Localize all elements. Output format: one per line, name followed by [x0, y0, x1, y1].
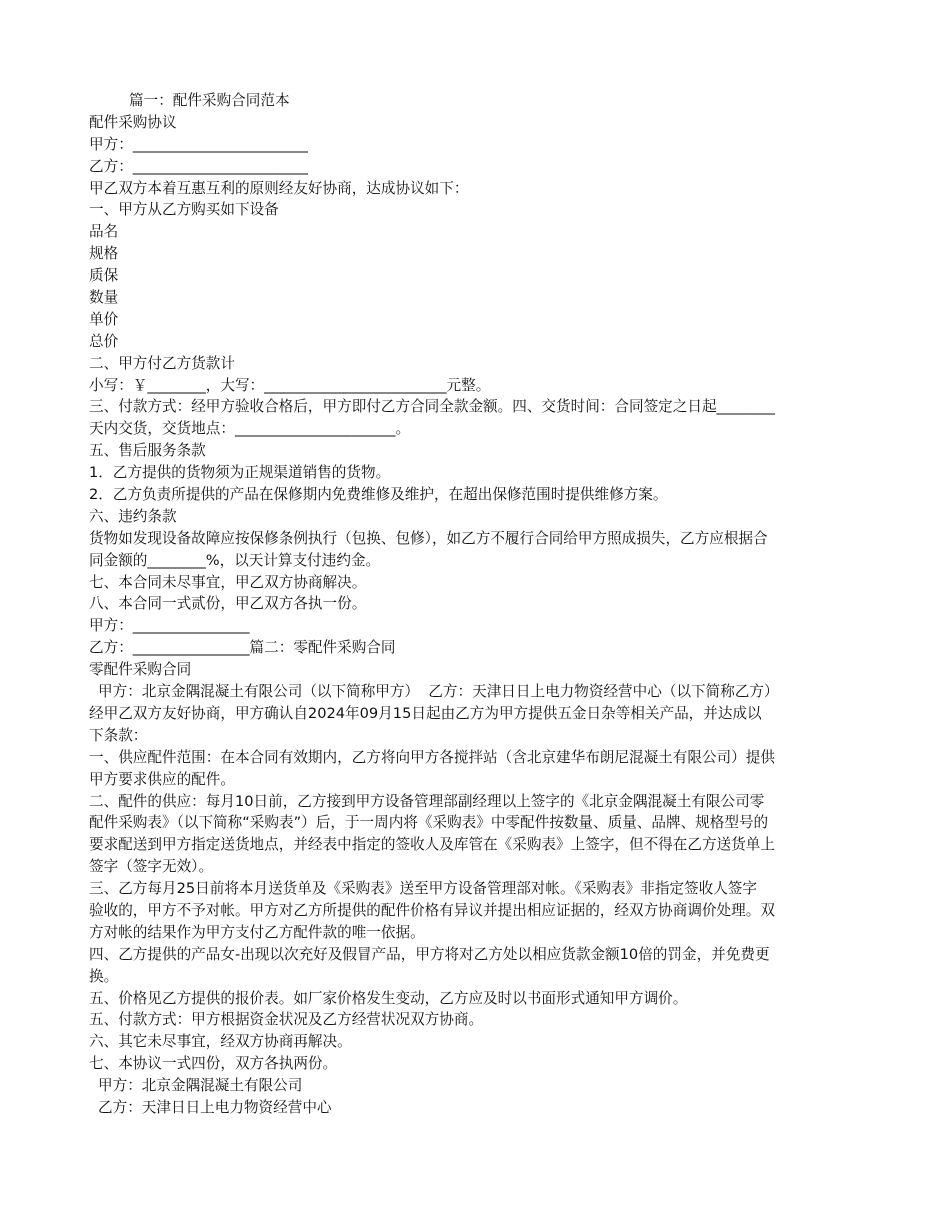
text-line: 二、配件的供应：每月10日前，乙方接到甲方设备管理部副经理以上签字的《北京金隅混凝土有限公司零 [89, 792, 765, 810]
text-line: 2．乙方负责所提供的产品在保修期内免费维修及维护，在超出保修范围时提供维修方案。 [89, 486, 668, 504]
text-line: 货物如发现设备故障应按保修条例执行（包换、包修），如乙方不履行合同给甲方照成损失，乙方应根据合 [89, 529, 768, 547]
text-line: 换。 [89, 967, 119, 985]
text-line: 五、价格见乙方提供的报价表。如厂家价格发生变动，乙方应及时以书面形式通知甲方调价。 [89, 989, 688, 1007]
item-label: 单价 [89, 310, 119, 328]
party-a-signature: 甲方：北京金隅混凝土有限公司 [98, 1077, 303, 1095]
text-line: 三、乙方每月25日前将本月送货单及《采购表》送至甲方设备管理部对帐。《采购表》非指定签收人签字 [89, 880, 757, 898]
text-line: 下条款： [89, 726, 148, 744]
clause-heading: 二、甲方付乙方货款计 [89, 354, 235, 372]
document-title: 零配件采购合同 [89, 661, 192, 679]
item-label: 数量 [89, 289, 119, 307]
text-line: 小写：￥________，大写：_________________________元整。 [89, 376, 491, 394]
party-a-line: 甲方：________________ [89, 617, 250, 635]
text-line: 签字（签字无效）。 [89, 858, 214, 876]
party-b-line: 乙方：________________篇二：零配件采购合同 [89, 639, 396, 657]
text-line: 四、乙方提供的产品女-出现以次充好及假冒产品，甲方将对乙方处以相应货款金额10倍的罚金，并免费更 [89, 945, 770, 963]
text-line: 要求配送到甲方指定送货地点，并经表中指定的签收人及库管在《采购表》上签字，但不得在乙方送货单上 [89, 836, 775, 854]
text-line: 六、其它未尽事宜，经双方协商再解决。 [89, 1033, 352, 1051]
text-line: 方对帐的结果作为甲方支付乙方配件款的唯一依据。 [89, 923, 425, 941]
text-line: 天内交货，交货地点：______________________。 [89, 420, 411, 438]
text-line: 验收的，甲方不予对帐。甲方对乙方所提供的配件价格有异议并提出相应证据的，经双方协商调价处理。双 [89, 901, 775, 919]
item-label: 规格 [89, 245, 119, 263]
text-line: 甲乙双方本着互惠互利的原则经友好协商，达成协议如下： [89, 179, 469, 197]
party-a-line: 甲方：________________________ [89, 135, 308, 153]
item-label: 质保 [89, 267, 119, 285]
text-line: 配件采购表》（以下简称“采购表”）后，于一周内将《采购表》中零配件按数量、质量、品牌、规格型号的 [89, 814, 769, 832]
party-b-signature: 乙方：天津日日上电力物资经营中心 [98, 1098, 332, 1116]
item-label: 总价 [89, 332, 119, 350]
text-line: 三、付款方式：经甲方验收合格后，甲方即付乙方合同全款金额。四、交货时间：合同签定之日起________ [89, 398, 775, 416]
parties-line: 甲方：北京金隅混凝土有限公司（以下简称甲方） 乙方：天津日日上电力物资经营中心（以下简称乙方） [98, 683, 779, 701]
text-line: 一、供应配件范围：在本合同有效期内，乙方将向甲方各搅拌站（含北京建华布朗尼混凝土有限公司）提供 [89, 748, 775, 766]
text-line: 1．乙方提供的货物须为正规渠道销售的货物。 [89, 464, 391, 482]
text-line: 七、本协议一式四份，双方各执两份。 [89, 1055, 338, 1073]
text-line: 甲方要求供应的配件。 [89, 770, 235, 788]
clause-heading: 一、甲方从乙方购买如下设备 [89, 201, 279, 219]
text-line: 经甲乙双方友好协商，甲方确认自2024年09月15日起由乙方为甲方提供五金日杂等相关产品，并达成以 [89, 704, 762, 722]
item-label: 品名 [89, 223, 119, 241]
party-b-line: 乙方：________________________ [89, 157, 308, 175]
text-line: 五、付款方式：甲方根据资金状况及乙方经营状况双方协商。 [89, 1011, 484, 1029]
document-body [89, 90, 864, 1119]
text-line: 七、本合同未尽事宜，甲乙双方协商解决。 [89, 573, 367, 591]
clause-heading: 五、售后服务条款 [89, 442, 206, 460]
text-line: 八、本合同一式贰份，甲乙双方各执一份。 [89, 595, 367, 613]
text-line: 同金额的________%，以天计算支付违约金。 [89, 551, 381, 569]
document-title: 配件采购协议 [89, 113, 177, 131]
section-title: 篇一：配件采购合同范本 [129, 92, 290, 109]
clause-heading: 六、违约条款 [89, 507, 177, 525]
